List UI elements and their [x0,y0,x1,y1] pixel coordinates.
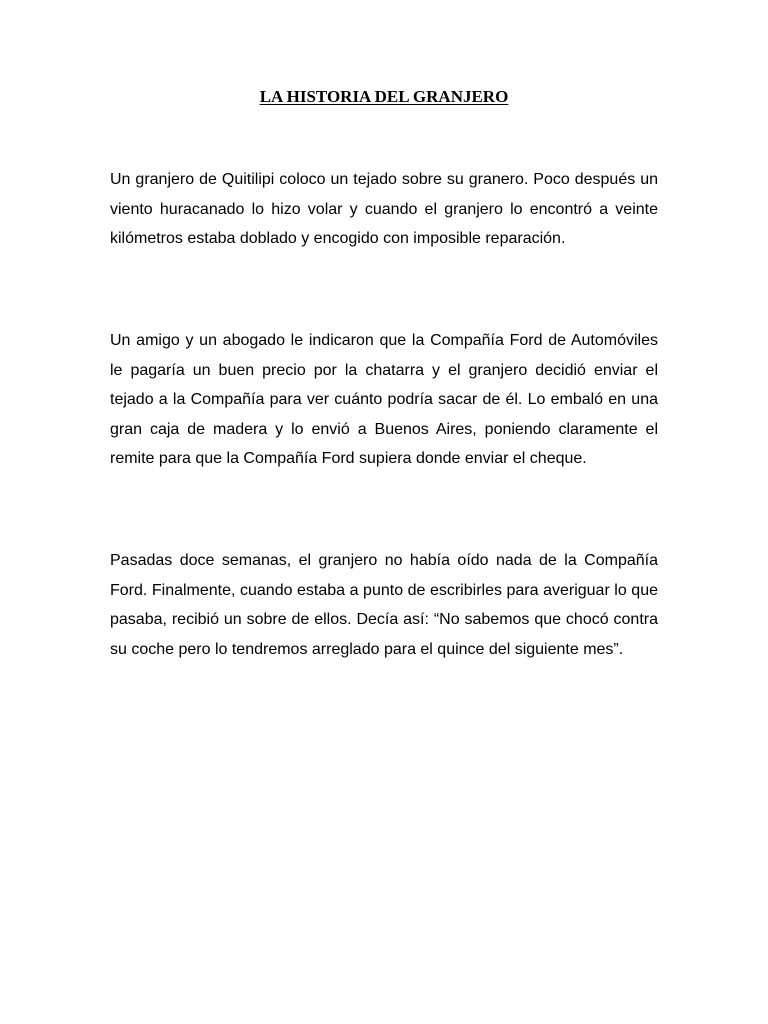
document-title: LA HISTORIA DEL GRANJERO [259,87,509,106]
paragraph-2: Un amigo y un abogado le indicaron que la Compañía Ford de Automóviles le pagaría un buen precio por la chatarra y el granjero decidió enviar el tejado a la Compañía para ver cuánto podría sacar de él. Lo embaló en una gran caja de madera y lo envió a Buenos Aires, poniendo claramente el remite para que la Compañía Ford supiera donde enviar el cheque. [110,332,658,467]
paragraph-1: Un granjero de Quitilipi coloco un tejado sobre su granero. Poco después un viento huracanado lo hizo volar y cuando el granjero lo encontró a veinte kilómetros estaba doblado y encogido con imposible reparación. [110,171,658,247]
paragraph-3: Pasadas doce semanas, el granjero no había oído nada de la Compañía Ford. Finalmente, cuando estaba a punto de escribirles para averiguar lo que pasaba, recibió un sobre de ellos. Decía así: “No sabemos que chocó contra su coche pero lo tendremos arreglado para el quince del siguiente mes”. [110,552,658,658]
